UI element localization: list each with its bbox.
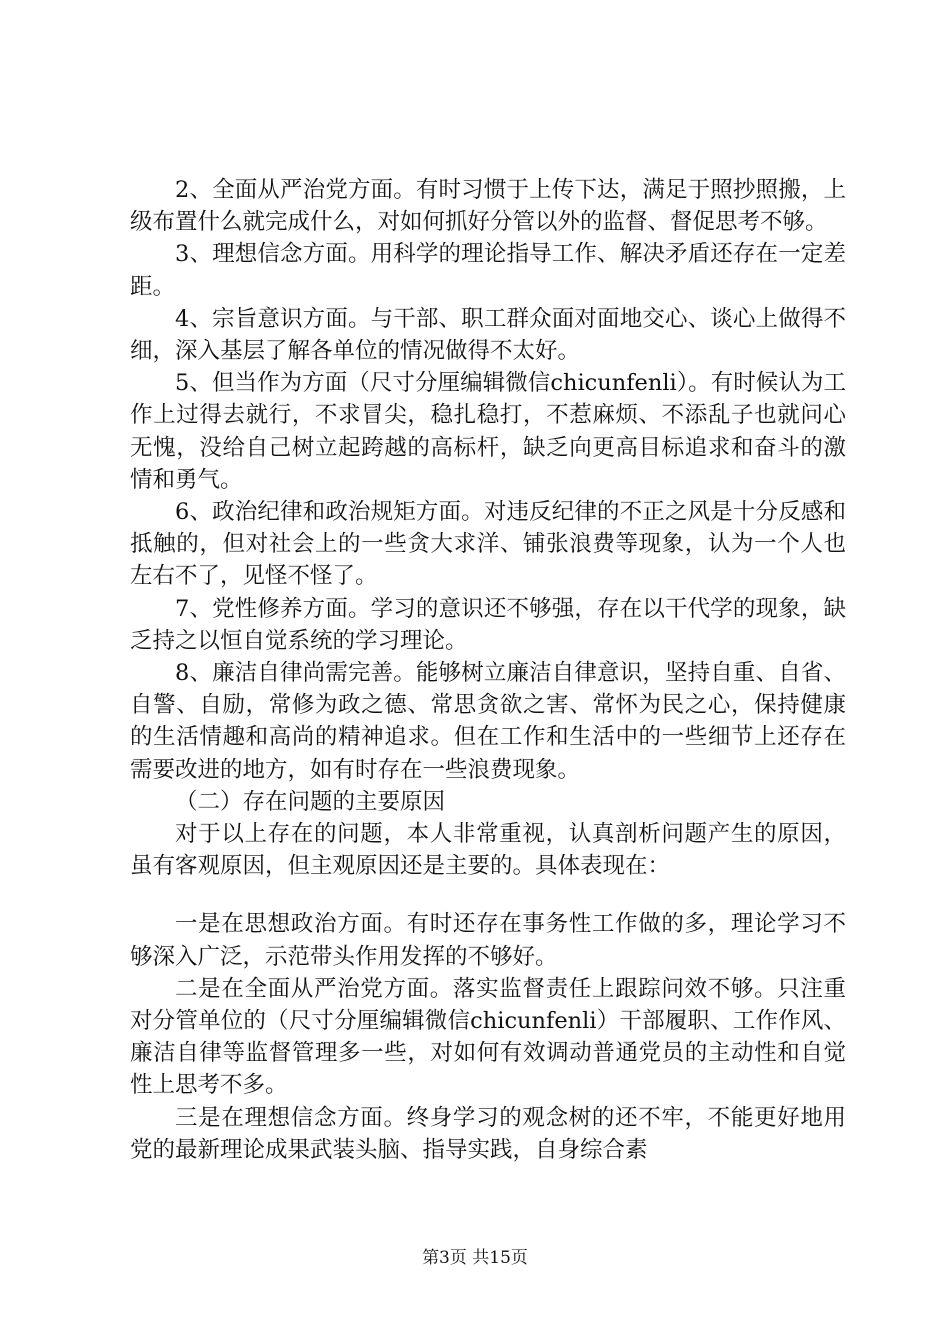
- paragraph-item-4: 4、宗旨意识方面。与干部、职工群众面对面地交心、谈心上做得不细，深入基层了解各单位的情况做得不太好。: [130, 305, 846, 365]
- paragraph-item-3: 3、理想信念方面。用科学的理论指导工作、解决矛盾还存在一定差距。: [130, 241, 846, 300]
- paragraph-cause-1: 一是在思想政治方面。有时还存在事务性工作做的多，理论学习不够深入广泛，示范带头作用发挥的不够好。: [130, 911, 846, 970]
- paragraph-item-6: 6、政治纪律和政治规矩方面。对违反纪律的不正之风是十分反感和抵触的，但对社会上的一些贪大求洋、铺张浪费等现象，认为一个人也左右不了，见怪不怪了。: [130, 499, 846, 590]
- paragraph-item-2: 2、全面从严治党方面。有时习惯于上传下达，满足于照抄照搬，上级布置什么就完成什么，对如何抓好分管以外的监督、督促思考不够。: [130, 177, 846, 236]
- section-heading-causes: （二）存在问题的主要原因: [175, 788, 446, 815]
- paragraph-causes-intro: 对于以上存在的问题，本人非常重视，认真剖析问题产生的原因，虽有客观原因，但主观原因还是主要的。具体表现在：: [130, 821, 846, 880]
- document-body: [130, 174, 846, 1166]
- paragraph-item-8: 8、廉洁自律尚需完善。能够树立廉洁自律意识，坚持自重、自省、自警、自励，常修为政之德、常思贪欲之害、常怀为民之心，保持健康的生活情趣和高尚的精神追求。但在工作和生活中的一些细节上还存在需要改进的地方，如有时存在一些浪费现象。: [130, 660, 846, 783]
- paragraph-cause-3: 三是在理想信念方面。终身学习的观念树的还不牢，不能更好地用党的最新理论成果武装头脑、指导实践，自身综合素: [130, 1104, 846, 1163]
- paragraph-item-7: 7、党性修养方面。学习的意识还不够强，存在以干代学的现象，缺乏持之以恒自觉系统的学习理论。: [130, 595, 846, 654]
- page-footer: 第3页 共15页: [422, 1248, 528, 1268]
- paragraph-item-5: 5、但当作为方面（尺寸分厘编辑微信chicunfenli）。有时候认为工作上过得去就行，不求冒尖，稳扎稳打，不惹麻烦、不添乱子也就问心无愧，没给自己树立起跨越的高标杆，缺乏向更高目标追求和奋斗的激情和勇气。: [130, 370, 846, 493]
- paragraph-cause-2: 二是在全面从严治党方面。落实监督责任上跟踪问效不够。只注重对分管单位的（尺寸分厘编辑微信chicunfenli）干部履职、工作作风、廉洁自律等监督管理多一些，对如何有效调动普通党员的主动性和自觉性上思考不多。: [130, 975, 846, 1099]
